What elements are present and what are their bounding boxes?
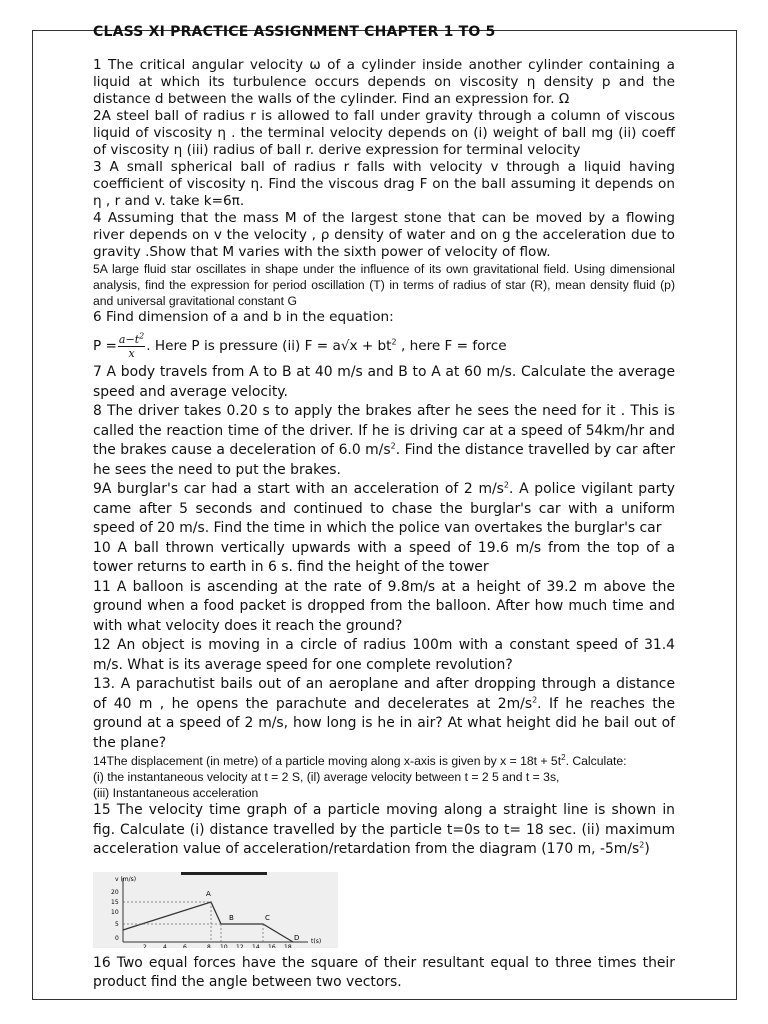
- graph-x-label: t(s): [311, 937, 322, 945]
- graph-point-label: A: [206, 889, 211, 898]
- graph-x-tick: 18: [284, 943, 292, 948]
- graph-point-label: B: [229, 913, 234, 922]
- graph-point-label: C: [265, 913, 270, 922]
- question-12: 12 An object is moving in a circle of radius 100m with a constant speed of 31.4 m/s. What is its average speed for one complete revolution?: [93, 637, 675, 673]
- question-2: 2A steel ball of radius r is allowed to fall under gravity through a column of viscous liquid of viscosity η . the terminal velocity depends on (i) weight of ball mg (ii) coeff of viscosity η (iii) radius of ball r. derive expression for terminal velocity: [93, 108, 675, 158]
- graph-point-label: D: [294, 933, 300, 942]
- graph-x-tick: 10: [220, 943, 228, 948]
- question-13: 13. A parachutist bails out of an aeroplane and after dropping through a distance of 40 m , he opens the parachute and decelerates at $2m/s^2$. If he reaches the ground at a speed of 2 m/s, how long is he in air? At what height did he bail out of the plane?: [93, 676, 675, 751]
- question-5: 5A large fluid star oscillates in shape under the influence of its own gravitational field. Using dimensional analysis, find the expression for period oscillation (T) in terms of radius of star (R), mean density fluid (p) and universal gravitational constant G: [93, 262, 675, 308]
- graph-x-tick: 6: [183, 943, 187, 948]
- fraction-denominator: x: [128, 346, 135, 360]
- page-title: CLASS XI PRACTICE ASSIGNMENT CHAPTER 1 TO 5: [93, 24, 496, 40]
- graph-x-tick: 2: [143, 943, 147, 948]
- graph-x-tick: 8: [207, 943, 211, 948]
- graph-x-tick: 16: [268, 943, 276, 948]
- questions-body: [93, 57, 675, 993]
- graph-background: [93, 872, 338, 948]
- velocity-time-graph: [93, 872, 338, 948]
- question-1: 1 The critical angular velocity ω of a cylinder inside another cylinder containing a liquid at which its turbulence occurs depends on viscosity η density p and the distance d between the walls of the cylinder. Find an expression for. Ω: [93, 57, 675, 107]
- graph-top-strip: [181, 872, 267, 875]
- question-6: 6 Find dimension of a and b in the equation:: [93, 309, 394, 325]
- graph-y-tick: 0: [115, 934, 119, 942]
- graph-y-tick: 5: [115, 920, 119, 928]
- graph-x-tick: 4: [163, 943, 167, 948]
- question-3: 3 A small spherical ball of radius r falls with velocity v through a liquid having coefficient of viscosity η. Find the viscous drag F on the ball assuming it depends on η , r and v. take k=6π.: [93, 159, 675, 209]
- question-4: 4 Assuming that the mass M of the largest stone that can be moved by a flowing river depends on v the velocity , ρ density of water and on g the acceleration due to gravity .Show that M varies with the sixth power of velocity of flow.: [93, 210, 675, 260]
- question-7: 7 A body travels from A to B at 40 m/s and B to A at 60 m/s. Calculate the average speed and average velocity.: [93, 364, 675, 400]
- question-8: 8 The driver takes 0.20 s to apply the brakes after he sees the need for it . This is called the reaction time of the driver. If he is driving car at a speed of 54km/hr and the brakes cause a deceleration of 6.0 $m/s^2$. Find the distance travelled by car after he sees the need to put the brakes.: [93, 403, 675, 478]
- graph-x-tick: 12: [236, 943, 244, 948]
- question-6-equation: [93, 329, 675, 363]
- question-11: 11 A balloon is ascending at the rate of 9.8m/s at a height of 39.2 m above the ground when a food packet is dropped from the balloon. After how much time and with what velocity does it reach the ground?: [93, 578, 675, 634]
- fraction-numerator: $a-t^2$: [118, 330, 145, 346]
- question-15: 15 The velocity time graph of a particle moving along a straight line is shown in fig. Calculate (i) distance travelled by the particle t=0s to t= 18 sec. (ii) maximum acceleration value of acceleration/retardation from the diagram (170 m, $-5m/s^2$): [93, 802, 675, 857]
- graph-y-tick: 20: [111, 888, 119, 896]
- question-14-part-i: (i) the instantaneous velocity at t = 2 S, (il) average velocity between t = 2 5 and t = 3s,: [93, 770, 560, 784]
- question-16: 16 Two equal forces have the square of their resultant equal to three times their product find the angle between two vectors.: [93, 954, 675, 990]
- question-9: 9A burglar's car had a start with an acceleration of 2 $m/s^2$. A police vigilant party came after 5 seconds and continued to chase the burglar's car with a uniform speed of 20 m/s. Find the time in which the police van overtakes the burglar's car: [93, 480, 675, 536]
- equation-lhs: P =: [93, 338, 117, 354]
- graph-y-label: v (m/s): [115, 875, 137, 883]
- question-14: 14The displacement (in metre) of a particle moving along x-axis is given by $x = 18t + 5t^2$. Calculate:: [93, 752, 627, 768]
- graph-y-tick: 10: [111, 908, 119, 916]
- equation-fraction: [118, 330, 145, 360]
- graph-y-tick: 15: [111, 898, 119, 906]
- equation-rest: . Here P is pressure (ii) $F = a√x + bt^2$ , here F = force: [146, 337, 507, 354]
- question-14-part-iii: (iii) Instantaneous acceleration: [93, 786, 259, 800]
- question-10: 10 A ball thrown vertically upwards with a speed of 19.6 m/s from the top of a tower returns to earth in 6 s. find the height of the tower: [93, 539, 675, 575]
- graph-x-tick: 14: [252, 943, 260, 948]
